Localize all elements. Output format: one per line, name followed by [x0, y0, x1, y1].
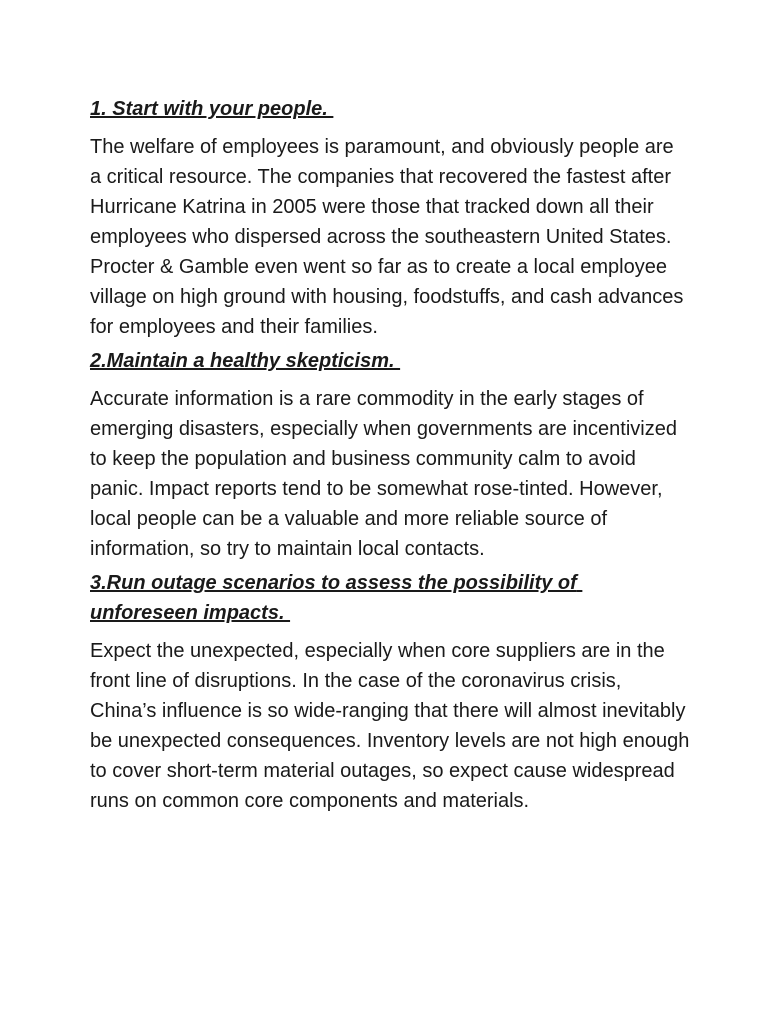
- document-page: [90, 94, 690, 820]
- section-healthy-skepticism: [90, 346, 690, 564]
- section-heading: 3.Run outage scenarios to assess the possibility of unforeseen impacts.: [90, 572, 583, 624]
- section-outage-scenarios: [90, 568, 690, 816]
- section-body: Expect the unexpected, especially when core suppliers are in the front line of disruptions. In the case of the coronavirus crisis, China’s influence is so wide-ranging that there will almost inevitably be unexpected consequences. Inventory levels are not high enough to cover short-term material outages, so expect cause widespread runs on common core components and materials.: [90, 640, 690, 812]
- section-start-with-people: [90, 94, 690, 342]
- section-body: Accurate information is a rare commodity in the early stages of emerging disasters, especially when governments are incentivized to keep the population and business community calm to avoid panic. Impact reports tend to be somewhat rose-tinted. However, local people can be a valuable and more reliable source of information, so try to maintain local contacts.: [90, 388, 677, 560]
- section-heading: 2.Maintain a healthy skepticism.: [90, 350, 401, 372]
- section-heading: 1. Start with your people.: [90, 98, 334, 120]
- section-body: The welfare of employees is paramount, and obviously people are a critical resource. The companies that recovered the fastest after Hurricane Katrina in 2005 were those that tracked down all their employees who dispersed across the southeastern United States. Procter & Gamble even went so far as to create a local employee village on high ground with housing, foodstuffs, and cash advances for employees and their families.: [90, 136, 684, 338]
